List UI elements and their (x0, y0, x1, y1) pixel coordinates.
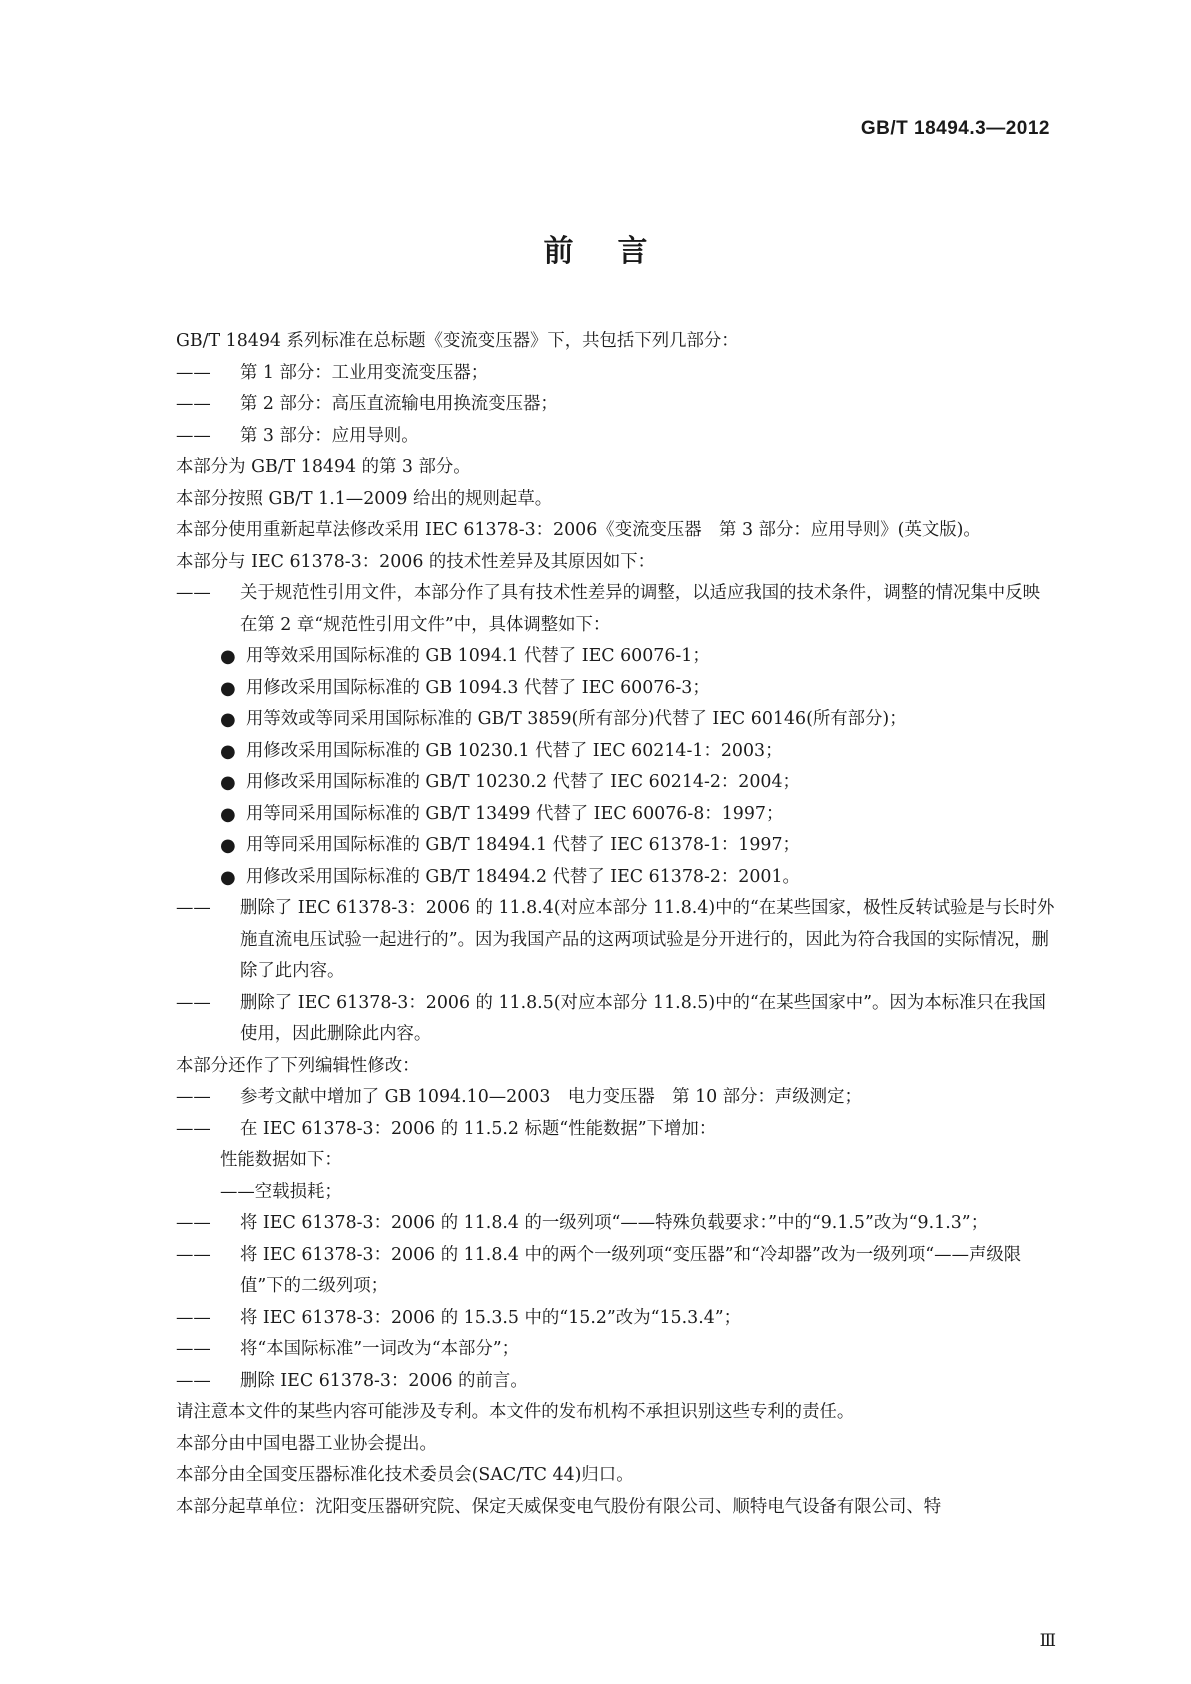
dash-item-text: 在 IEC 61378-3：2006 的 11.5.2 标题“性能数据”下增加： (240, 1118, 717, 1139)
dash-item-text: 参考文献中增加了 GB 1094.10—2003 电力变压器 第 10 部分：声级测定； (240, 1087, 862, 1107)
bullet-text: 用修改采用国际标准的 GB 10230.1 代替了 IEC 60214-1：2003； (246, 740, 783, 761)
dash-item-text: 第 2 部分：高压直流输电用换流变压器； (240, 394, 558, 414)
bullet-dot-icon: ● (220, 646, 236, 667)
bullet-item (176, 673, 1056, 705)
bullet-item (176, 862, 1056, 894)
dash-item-text: 删除了 IEC 61378-3：2006 的 11.8.4(对应本部分 11.8.4)中的“在某些国家，极性反转试验是与长时外施直流电压试验一起进行的”。因为我国产品的这两项试验是分开进行的，因此为符合我国的实际情况，删除了此内容。 (240, 898, 1055, 981)
dash-item-text: 第 3 部分：应用导则。 (240, 425, 419, 446)
paragraph: 本部分还作了下列编辑性修改： (176, 1055, 420, 1076)
dash-item (176, 1177, 1056, 1209)
dash-item-text: 空载损耗； (254, 1181, 342, 1202)
paragraph: 本部分使用重新起草法修改采用 IEC 61378-3：2006《变流变压器 第 3 部分：应用导则》(英文版)。 (176, 520, 981, 540)
dash-mark: —— (176, 1244, 211, 1265)
dash-mark: —— (176, 583, 211, 603)
paragraph: 请注意本文件的某些内容可能涉及专利。本文件的发布机构不承担识别这些专利的责任。 (176, 1402, 855, 1422)
page-number: Ⅲ (1039, 1631, 1056, 1651)
dash-mark: —— (176, 1118, 211, 1139)
bullet-dot-icon: ● (220, 740, 236, 762)
dash-mark: —— (176, 362, 211, 383)
bullet-text: 用修改采用国际标准的 GB/T 18494.2 代替了 IEC 61378-2：2001。 (246, 866, 800, 887)
dash-item (176, 1082, 1056, 1114)
paragraph: 本部分按照 GB/T 1.1—2009 给出的规则起草。 (176, 488, 553, 509)
bullet-dot-icon: ● (220, 803, 236, 825)
dash-mark: —— (176, 1339, 211, 1359)
standard-code: GB/T 18494.3—2012 (860, 118, 1050, 139)
bullet-dot-icon: ● (220, 866, 236, 888)
dash-item (176, 1240, 1056, 1303)
paragraph: 本部分由全国变压器标准化技术委员会(SAC/TC 44)归口。 (176, 1465, 634, 1485)
dash-mark: —— (176, 425, 211, 446)
dash-item (176, 1208, 1056, 1240)
paragraph: 性能数据如下： (220, 1150, 342, 1170)
dash-item-text: 第 1 部分：工业用变流变压器； (240, 362, 489, 383)
bullet-text: 用修改采用国际标准的 GB 1094.3 代替了 IEC 60076-3； (246, 677, 710, 698)
dash-item (176, 1114, 1056, 1146)
dash-item-text: 关于规范性引用文件，本部分作了具有技术性差异的调整，以适应我国的技术条件，调整的情况集中反映在第 2 章“规范性引用文件”中，具体调整如下： (240, 583, 1040, 635)
bullet-dot-icon: ● (220, 835, 236, 856)
dash-mark: —— (176, 1370, 211, 1391)
dash-item (176, 893, 1056, 988)
dash-item (176, 389, 1056, 421)
bullet-item (176, 641, 1056, 673)
bullet-item (176, 767, 1056, 799)
bullet-text: 用等同采用国际标准的 GB/T 13499 代替了 IEC 60076-8：1997； (246, 803, 784, 824)
dash-mark: —— (176, 394, 211, 414)
dash-item (176, 578, 1056, 641)
bullet-item (176, 799, 1056, 831)
paragraph: GB/T 18494 系列标准在总标题《变流变压器》下，共包括下列几部分： (176, 331, 739, 351)
dash-item (176, 421, 1056, 453)
bullet-text: 用等效采用国际标准的 GB 1094.1 代替了 IEC 60076-1； (246, 646, 710, 666)
dash-item-text: 删除 IEC 61378-3：2006 的前言。 (240, 1370, 528, 1391)
paragraph: 本部分与 IEC 61378-3：2006 的技术性差异及其原因如下： (176, 551, 656, 572)
dash-item-text: 删除了 IEC 61378-3：2006 的 11.8.5(对应本部分 11.8.5)中的“在某些国家中”。因为本标准只在我国使用，因此删除此内容。 (240, 992, 1046, 1044)
bullet-text: 用等效或等同采用国际标准的 GB/T 3859(所有部分)代替了 IEC 60146(所有部分)； (246, 709, 907, 729)
document-body (176, 326, 1056, 1523)
bullet-item (176, 830, 1056, 862)
bullet-dot-icon: ● (220, 709, 236, 730)
dash-mark: —— (176, 1307, 211, 1328)
bullet-text: 用等同采用国际标准的 GB/T 18494.1 代替了 IEC 61378-1：1997； (246, 835, 800, 855)
dash-mark: —— (176, 898, 211, 918)
paragraph: 本部分由中国电器工业协会提出。 (176, 1433, 437, 1454)
dash-mark: —— (220, 1181, 255, 1202)
dash-item-text: 将“本国际标准”一词改为“本部分”； (240, 1339, 520, 1359)
bullet-item (176, 704, 1056, 736)
bullet-dot-icon: ● (220, 772, 236, 793)
paragraph: 本部分为 GB/T 18494 的第 3 部分。 (176, 457, 471, 477)
bullet-item (176, 736, 1056, 768)
dash-mark: —— (176, 992, 211, 1013)
dash-item (176, 1334, 1056, 1366)
paragraph: 本部分起草单位：沈阳变压器研究院、保定天威保变电气股份有限公司、顺特电气设备有限公司、特 (176, 1496, 942, 1517)
page-title: 前言 (543, 234, 692, 269)
dash-item-text: 将 IEC 61378-3：2006 的 15.3.5 中的“15.2”改为“15.3.4”； (240, 1307, 742, 1328)
bullet-dot-icon: ● (220, 677, 236, 699)
dash-mark: —— (176, 1087, 211, 1107)
dash-item (176, 358, 1056, 390)
dash-mark: —— (176, 1213, 211, 1233)
dash-item-text: 将 IEC 61378-3：2006 的 11.8.4 的一级列项“——特殊负载要求：”中的“9.1.5”改为“9.1.3”； (240, 1213, 989, 1233)
dash-item (176, 1303, 1056, 1335)
bullet-text: 用修改采用国际标准的 GB/T 10230.2 代替了 IEC 60214-2：2004； (246, 772, 800, 792)
dash-item (176, 988, 1056, 1051)
dash-item (176, 1366, 1056, 1398)
dash-item-text: 将 IEC 61378-3：2006 的 11.8.4 中的两个一级列项“变压器”和“冷却器”改为一级列项“——声级限值”下的二级列项； (240, 1244, 1022, 1296)
